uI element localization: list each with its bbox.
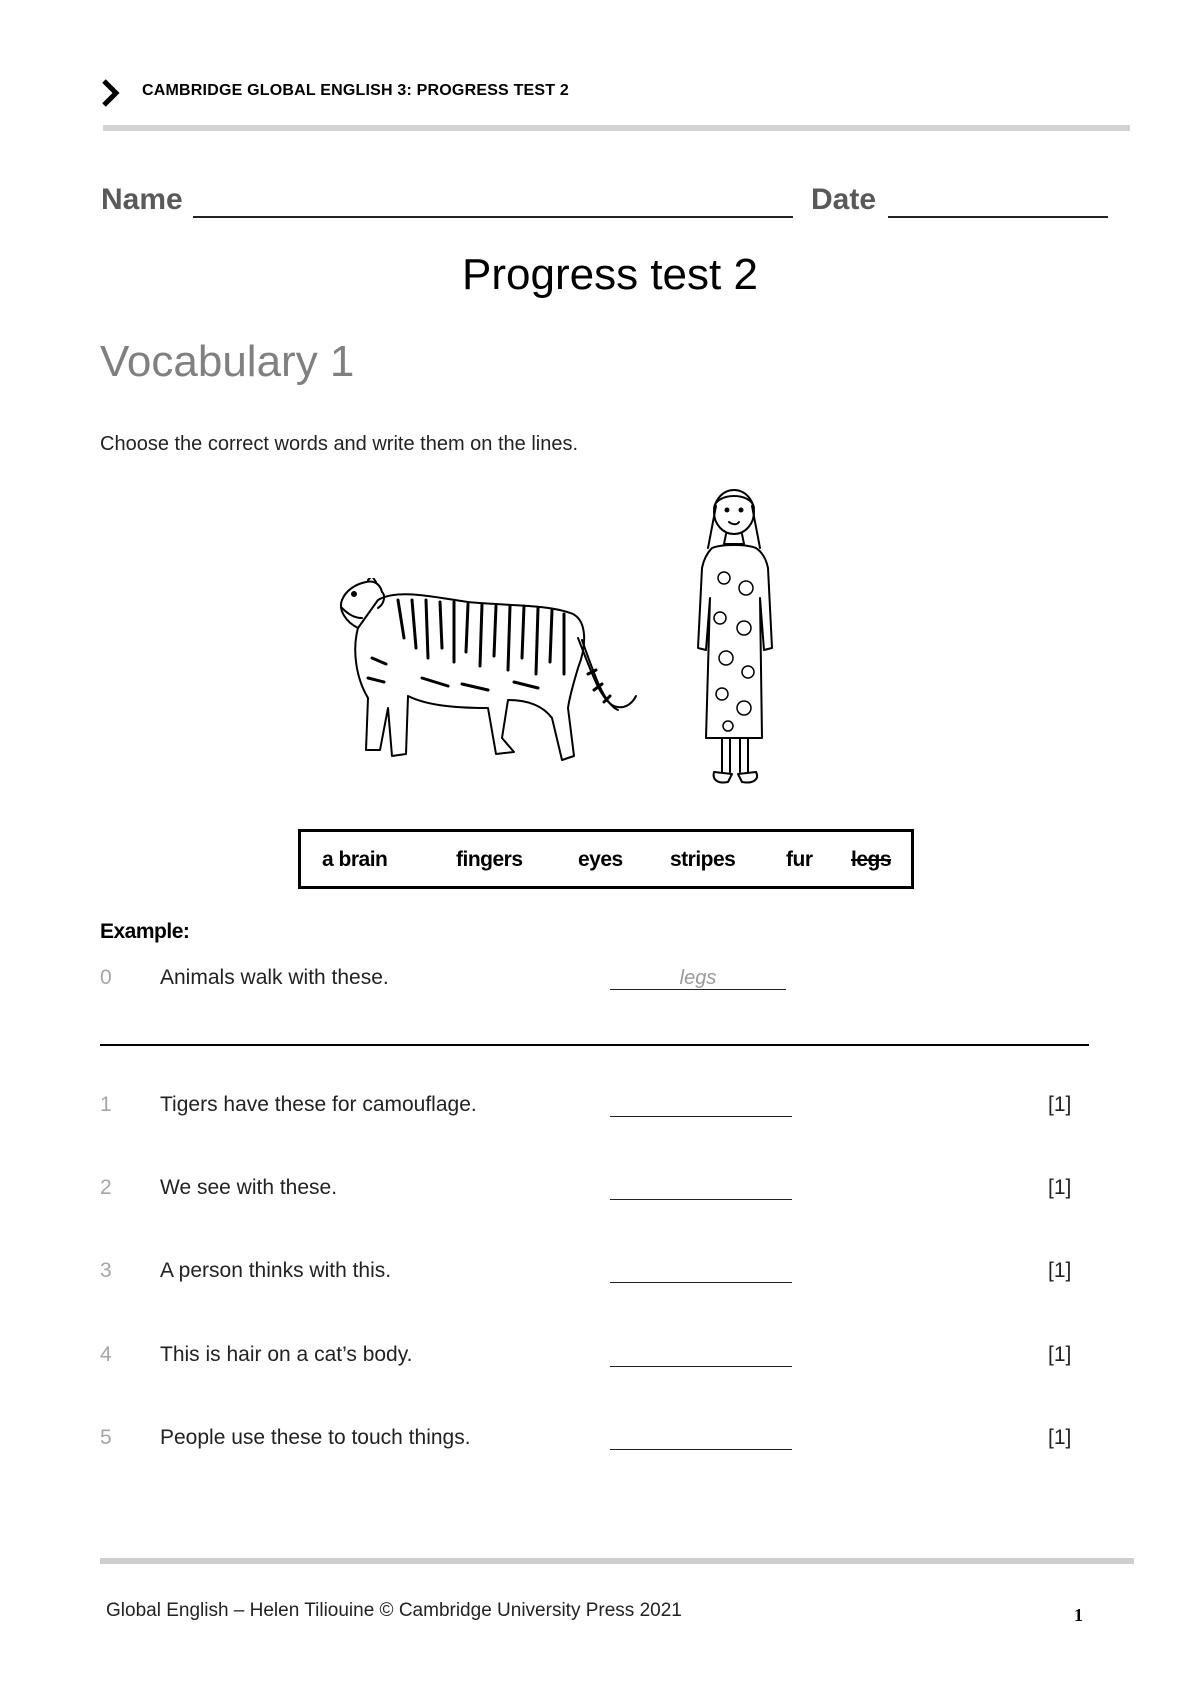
word-option: stripes [670,848,736,871]
question-mark: [1] [1048,1093,1072,1116]
example-answer: legs [679,967,717,989]
question-text: Tigers have these for camouflage. [160,1093,477,1116]
date-label: Date [811,183,877,216]
instruction-text: Choose the correct words and write them on the lines. [100,433,579,455]
answer-field[interactable] [610,1366,792,1367]
footer-divider [100,1558,1134,1564]
question-number: 3 [100,1259,112,1282]
word-option-crossed: legs [851,848,892,871]
tiger-illustration [338,578,640,774]
answer-field[interactable] [610,1449,792,1450]
footer-copyright: Global English – Helen Tiliouine © Cambridge University Press 2021 [106,1600,682,1621]
example-label: Example: [100,920,190,943]
question-number: 2 [100,1176,112,1199]
date-field[interactable] [888,216,1108,218]
question-mark: [1] [1048,1176,1072,1199]
example-answer-line [610,989,786,990]
answer-field[interactable] [610,1199,792,1200]
name-label: Name [101,183,183,216]
chevron-right-icon [100,78,122,108]
question-text: A person thinks with this. [160,1259,392,1282]
example-text: Animals walk with these. [160,966,389,989]
girl-illustration [682,488,788,794]
answer-field[interactable] [610,1116,792,1117]
question-number: 4 [100,1343,112,1366]
word-option: eyes [578,848,623,871]
separator-line [100,1044,1089,1046]
page-title: Progress test 2 [462,250,758,299]
question-mark: [1] [1048,1259,1072,1282]
section-title: Vocabulary 1 [100,337,355,386]
answer-field[interactable] [610,1282,792,1283]
question-text: This is hair on a cat’s body. [160,1343,413,1366]
question-number: 5 [100,1426,112,1449]
example-number: 0 [100,966,112,989]
page-number: 1 [1074,1605,1083,1625]
word-option: fur [786,848,813,871]
word-option: a brain [322,848,388,871]
name-field[interactable] [193,216,793,218]
word-option: fingers [456,848,523,871]
question-text: We see with these. [160,1176,338,1199]
question-mark: [1] [1048,1426,1072,1449]
question-mark: [1] [1048,1343,1072,1366]
question-text: People use these to touch things. [160,1426,471,1449]
header-title: CAMBRIDGE GLOBAL ENGLISH 3: PROGRESS TEST 2 [142,82,570,99]
question-number: 1 [100,1093,112,1116]
header-divider [103,125,1130,131]
